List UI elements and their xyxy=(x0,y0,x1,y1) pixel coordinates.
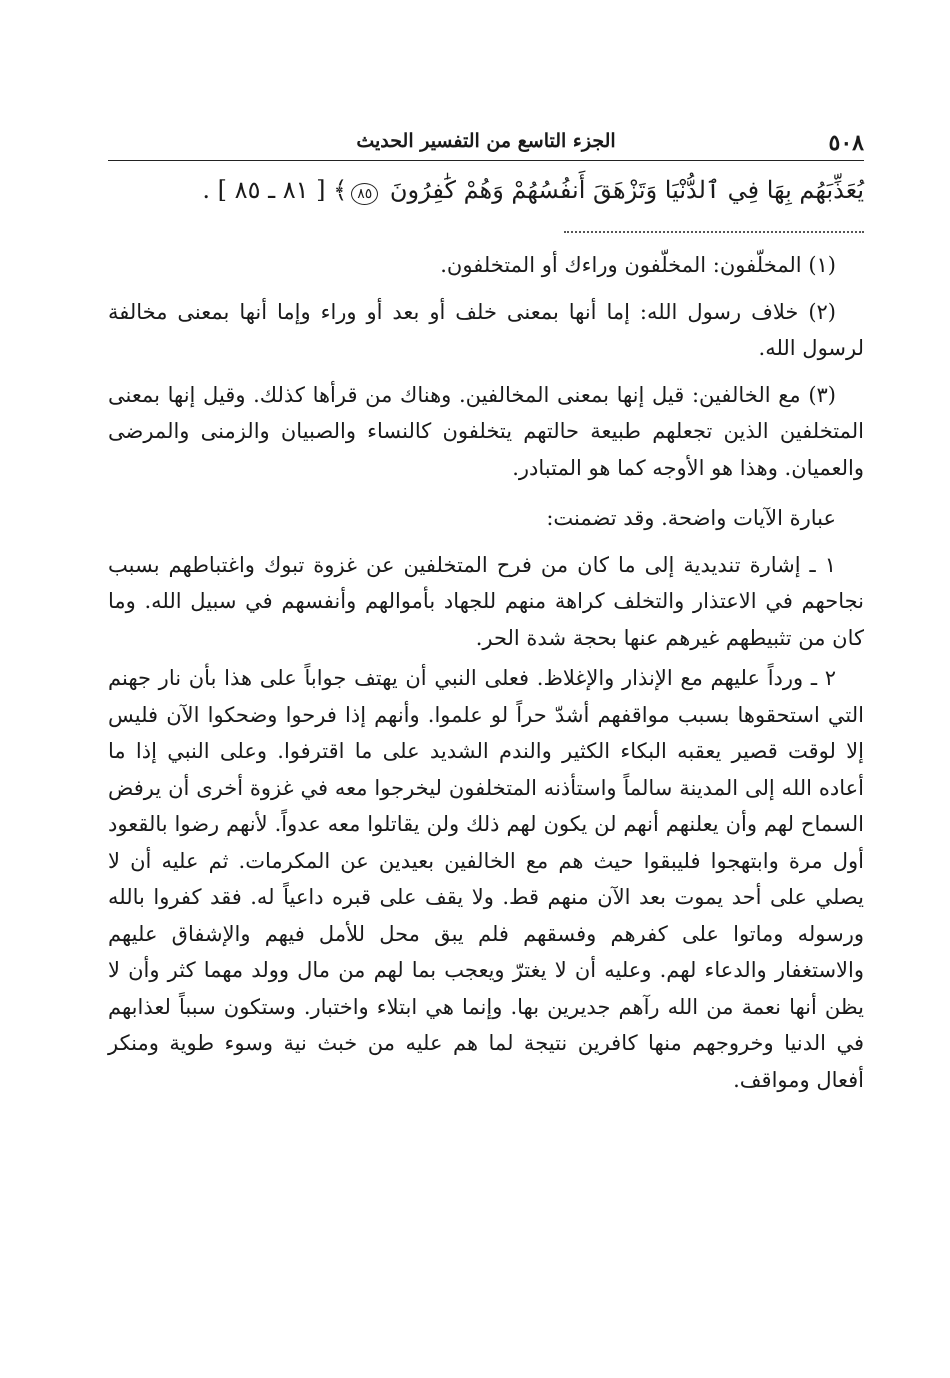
footnote-3: (٣) مع الخالفين: قيل إنها بمعنى المخالفين. وهناك من قرأها كذلك. وقيل إنها بمعنى المتخلفين الذين تجعلهم طبيعة حالتهم يتخلفون كالنساء والصبيان والزمنى والمرضى والعميان. وهذا هو الأوجه كما هو المتبادر. xyxy=(108,382,864,480)
commentary-point-1: ١ ـ إشارة تنديدية إلى ما كان من فرح المتخلفين عن غزوة تبوك واغتباطهم بسبب نجاحهم في الاعتذار والتخلف كراهة منهم للجهاد بأموالهم وأنفسهم في سبيل الله. وما كان من تثبيطهم غيرهم عنها بحجة شدة الحر. xyxy=(108,552,864,650)
header-rule xyxy=(108,160,864,161)
dotted-separator xyxy=(564,231,864,233)
commentary xyxy=(108,500,864,1098)
page-header xyxy=(108,120,864,160)
running-title: الجزء التاسع من التفسير الحديث xyxy=(356,130,616,152)
commentary-intro: عبارة الآيات واضحة. وقد تضمنت: xyxy=(546,506,836,530)
verse-closing-bracket: ﴾ xyxy=(333,176,348,204)
footnote-2: (٢) خلاف رسول الله: إما أنها بمعنى خلف أو بعد أو وراء وإما أنها بمعنى مخالفة لرسول الله. xyxy=(108,299,864,360)
verse-text: يُعَذِّبَهُم بِهَا فِي ٱلدُّنْيَا وَتَزْهَقَ أَنفُسُهُمْ وَهُمْ كَٰفِرُونَ xyxy=(389,176,864,204)
ayah-number-marker: ٨٥ xyxy=(351,183,378,205)
commentary-point-2: ٢ ـ ورداً عليهم مع الإنذار والإغلاظ. فعلى النبي أن يهتف جواباً على هذا بأن نار جهنم التي استحقوها بسبب مواقفهم أشدّ حراً لو علموا. وأنهم إذا فرحوا وضحكوا الآن فليس إلا لوقت قصير يعقبه البكاء الكثير والندم الشديد على ما اقترفوا. وعلى النبي إذا ما أعاده الله إلى المدينة سالماً واستأذنه المتخلفون ليخرجوا معه في غزوة أخرى أن يرفض السماح لهم وأن يعلنهم أنهم لن يكون لهم ذلك ولن يقاتلوا معه عدواً. لأنهم رضوا بالقعود أول مرة وابتهجوا فليبقوا حيث هم مع الخالفين بعيدين عن المكرمات. ثم عليه أن لا يصلي على أحد يموت بعد الآن منهم قط. ولا يقف على قبره داعياً له. فقد كفروا بالله ورسوله وماتوا على كفرهم وفسقهم فلم يبق محل للأمل فيهم والإشفاق عليهم والاستغفار والدعاء لهم. وعليه أن لا يغترّ ويعجب بما لهم من مال وولد مهما كثر وأن لا يظن أنها نعمة من الله رآهم جديرين بها. وإنما هي ابتلاء واختبار. وستكون سبباً لعذابهم في الدنيا وخروجهم منها كافرين نتيجة لما هم عليه من خبث نية وسوء طوية ومنكر أفعال ومواقف. xyxy=(108,666,864,1092)
page-number: ٥٠٨ xyxy=(828,130,864,156)
footnotes xyxy=(108,247,864,486)
quran-verse xyxy=(108,169,864,211)
verse-reference: [ ٨١ ـ ٨٥ ] . xyxy=(202,176,326,204)
book-page xyxy=(108,120,864,1102)
footnote-1: (١) المخلّفون: المخلّفون وراءك أو المتخلفون. xyxy=(440,253,836,277)
